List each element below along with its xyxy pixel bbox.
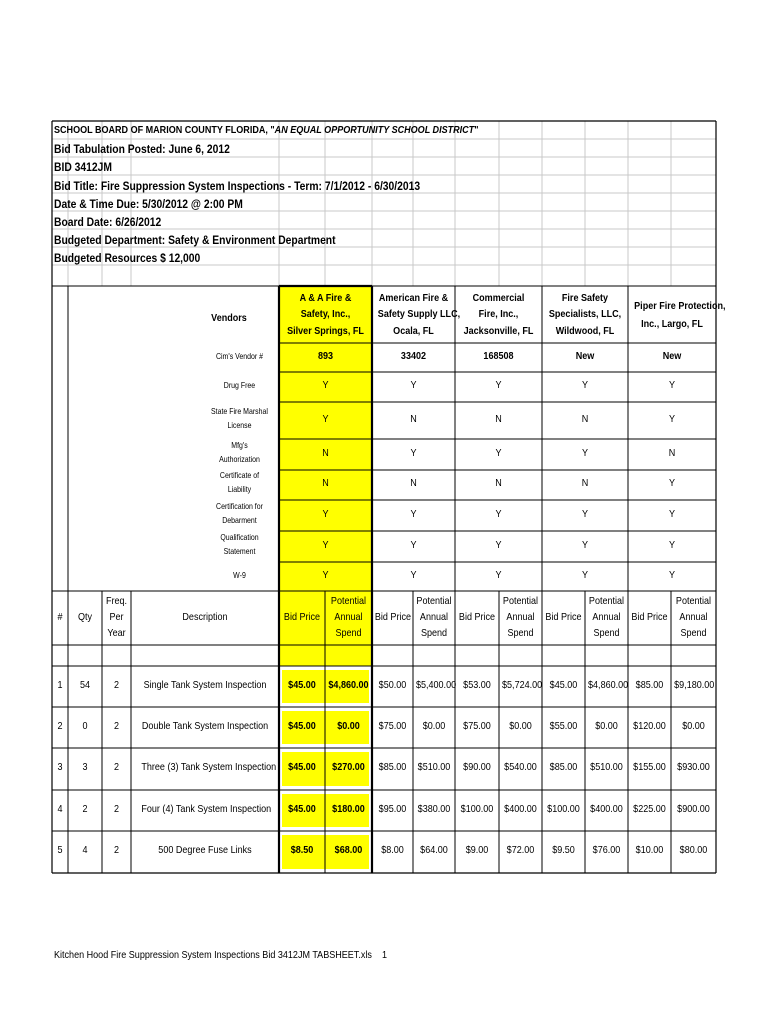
criteria-value: Y xyxy=(668,379,676,391)
item-price: $9.00 xyxy=(465,844,489,856)
item-description: 500 Degree Fuse Links xyxy=(158,844,252,856)
col-header-freq: Freq. xyxy=(105,595,128,607)
criteria-value: Y xyxy=(581,568,589,581)
criteria-label: Qualification xyxy=(220,531,259,542)
item-price: $85.00 xyxy=(378,761,407,773)
criteria-value: Y xyxy=(322,538,329,551)
item-description: Double Tank System Inspection xyxy=(141,719,269,732)
item-price: $270.00 xyxy=(332,761,365,773)
col-header-bid-price: Bid Price xyxy=(374,611,412,623)
vendor-name-3: Jacksonville, FL xyxy=(463,325,534,337)
criteria-value: N xyxy=(322,446,329,459)
item-price: $8.50 xyxy=(290,844,314,856)
criteria-label-2: License xyxy=(227,419,252,430)
col-header-annual: Annual xyxy=(679,611,708,623)
vendor-name-1: Silver Springs, FL xyxy=(287,325,364,337)
criteria-value: Y xyxy=(668,538,676,551)
item-price: $180.00 xyxy=(332,802,365,815)
col-header-potential: Potential xyxy=(502,595,539,607)
col-header-bid-price: Bid Price xyxy=(631,611,668,623)
item-number: 2 xyxy=(57,719,63,732)
item-description: Four (4) Tank System Inspection xyxy=(141,802,272,815)
criteria-value: Y xyxy=(495,446,502,459)
col-header-annual: Annual xyxy=(419,611,449,623)
item-price: $100.00 xyxy=(547,802,580,815)
footer-page-number: 1 xyxy=(382,949,388,961)
vendor-name-4: Specialists, LLC, xyxy=(548,308,622,320)
criteria-value: Y xyxy=(322,412,329,425)
criteria-value: Y xyxy=(322,507,329,520)
criteria-value: New xyxy=(662,349,682,362)
col-header-spend: Spend xyxy=(420,627,448,639)
item-price: $45.00 xyxy=(288,761,316,773)
col-header-potential: Potential xyxy=(675,595,712,607)
item-price: $510.00 xyxy=(590,761,623,773)
criteria-value: 168508 xyxy=(483,349,514,362)
criteria-value: Y xyxy=(581,446,589,459)
criteria-label-2: Debarment xyxy=(222,514,257,525)
item-number: 5 xyxy=(57,844,63,856)
criteria-label: Cim's Vendor # xyxy=(215,350,264,361)
item-price: $95.00 xyxy=(378,802,407,815)
col-header-freq-3: Year xyxy=(107,627,126,639)
item-price: $85.00 xyxy=(635,678,664,691)
item-price: $0.00 xyxy=(422,719,446,732)
item-price: $0.00 xyxy=(682,719,705,732)
criteria-value: N xyxy=(581,412,589,425)
criteria-value: Y xyxy=(410,538,417,551)
item-price: $90.00 xyxy=(463,761,491,773)
col-header-bid-price: Bid Price xyxy=(545,611,582,623)
item-price: $540.00 xyxy=(504,761,537,773)
header-board: Board Date: 6/26/2012 xyxy=(54,215,162,229)
vendor-name-1: Safety, Inc., xyxy=(300,308,351,320)
col-header-qty: Qty xyxy=(77,611,93,623)
item-price: $400.00 xyxy=(504,802,537,815)
item-price: $76.00 xyxy=(592,844,621,856)
item-price: $8.00 xyxy=(381,844,404,856)
item-freq: 2 xyxy=(113,678,120,691)
criteria-value: N xyxy=(495,412,502,425)
col-header-freq-2: Per xyxy=(109,611,124,623)
item-price: $75.00 xyxy=(463,719,491,732)
vendor-name-2: American Fire & xyxy=(378,292,449,304)
item-price: $510.00 xyxy=(417,761,451,773)
item-price: $64.00 xyxy=(420,844,448,856)
criteria-value: Y xyxy=(495,568,502,581)
item-price: $9,180.00 xyxy=(674,678,715,691)
district-name: SCHOOL BOARD OF MARION COUNTY FLORIDA, " xyxy=(54,124,275,136)
criteria-value: Y xyxy=(410,507,417,520)
criteria-value: N xyxy=(410,477,417,489)
col-header-potential: Potential xyxy=(588,595,625,607)
criteria-label: Certificate of xyxy=(219,470,260,480)
vendors-label: Vendors xyxy=(211,312,247,324)
item-qty: 0 xyxy=(82,719,88,732)
criteria-value: 33402 xyxy=(400,349,427,362)
item-price: $4,860.00 xyxy=(588,678,629,691)
district-motto: AN EQUAL OPPORTUNITY SCHOOL DISTRICT xyxy=(274,124,475,136)
col-header-annual: Annual xyxy=(334,611,363,623)
criteria-label-2: Authorization xyxy=(219,453,260,464)
criteria-value: Y xyxy=(668,412,676,425)
header-title: Bid Title: Fire Suppression System Inspections - Term: 7/1/2012 - 6/30/2013 xyxy=(54,179,421,193)
footer-filename: Kitchen Hood Fire Suppression System Inspections Bid 3412JM TABSHEET.xls xyxy=(54,949,372,961)
criteria-label: Drug Free xyxy=(223,380,256,390)
item-number: 4 xyxy=(57,802,63,815)
item-price: $75.00 xyxy=(378,719,407,732)
criteria-value: Y xyxy=(322,568,329,581)
criteria-label: W-9 xyxy=(233,569,246,580)
col-header-potential: Potential xyxy=(416,595,452,607)
item-number: 3 xyxy=(57,761,63,773)
col-header-spend: Spend xyxy=(680,627,707,639)
item-price: $100.00 xyxy=(460,802,494,815)
item-price: $5,724.00 xyxy=(502,678,543,691)
criteria-label: Mfg's xyxy=(231,439,248,450)
item-qty: 3 xyxy=(82,761,88,773)
vendor-name-2: Ocala, FL xyxy=(393,325,434,337)
col-header-bid-price: Bid Price xyxy=(283,611,321,623)
criteria-value: Y xyxy=(495,507,502,520)
criteria-value: Y xyxy=(495,538,502,551)
item-price: $120.00 xyxy=(633,719,666,732)
criteria-value: Y xyxy=(581,507,589,520)
vendor-name-3: Commercial xyxy=(472,292,525,304)
vendor-name-2: Safety Supply LLC, xyxy=(377,308,461,320)
vendor-name-5: Piper Fire Protection, xyxy=(634,300,726,312)
item-freq: 2 xyxy=(113,844,120,856)
item-price: $400.00 xyxy=(590,802,623,815)
criteria-value: N xyxy=(495,477,502,489)
item-freq: 2 xyxy=(113,761,120,773)
col-header-bid-price: Bid Price xyxy=(458,611,496,623)
item-price: $5,400.00 xyxy=(415,678,457,691)
header-dept: Budgeted Department: Safety & Environment Department xyxy=(54,233,336,247)
vendor-name-3: Fire, Inc., xyxy=(478,308,519,320)
criteria-value: Y xyxy=(581,538,589,551)
item-price: $50.00 xyxy=(378,678,407,691)
item-price: $45.00 xyxy=(288,678,316,691)
criteria-value: Y xyxy=(410,379,417,391)
criteria-label: Certification for xyxy=(216,500,263,511)
item-price: $380.00 xyxy=(417,802,451,815)
criteria-value: N xyxy=(581,477,589,489)
header-due: Date & Time Due: 5/30/2012 @ 2:00 PM xyxy=(54,197,243,211)
criteria-label-2: Statement xyxy=(223,545,256,556)
item-price: $0.00 xyxy=(509,719,532,732)
item-price: $0.00 xyxy=(337,719,360,732)
criteria-value: New xyxy=(575,349,595,362)
col-header-spend: Spend xyxy=(335,627,362,639)
criteria-value: N xyxy=(668,446,676,459)
item-price: $0.00 xyxy=(595,719,618,732)
vendor-name-5: Inc., Largo, FL xyxy=(641,318,703,330)
item-price: $4,860.00 xyxy=(328,678,369,691)
district-quote-close: " xyxy=(474,124,479,136)
header-bid: BID 3412JM xyxy=(54,160,112,174)
criteria-label-2: Liability xyxy=(227,484,252,494)
item-qty: 4 xyxy=(82,844,88,856)
header-resources: Budgeted Resources $ 12,000 xyxy=(54,251,201,265)
criteria-label: State Fire Marshal xyxy=(211,405,268,416)
district-heading xyxy=(54,124,478,136)
criteria-value: Y xyxy=(495,379,502,391)
col-header-annual: Annual xyxy=(592,611,621,623)
item-freq: 2 xyxy=(113,802,120,815)
vendor-name-4: Fire Safety xyxy=(561,292,609,304)
item-price: $68.00 xyxy=(334,844,363,856)
item-price: $9.50 xyxy=(552,844,575,856)
vendor-name-1: A & A Fire & xyxy=(299,292,352,304)
item-description: Three (3) Tank System Inspection xyxy=(141,761,277,773)
col-header-spend: Spend xyxy=(593,627,620,639)
header-posted: Bid Tabulation Posted: June 6, 2012 xyxy=(54,142,230,156)
item-freq: 2 xyxy=(113,719,120,732)
criteria-value: Y xyxy=(322,379,329,391)
item-price: $53.00 xyxy=(463,678,491,691)
criteria-value: Y xyxy=(668,477,676,489)
item-price: $10.00 xyxy=(635,844,664,856)
col-header-potential: Potential xyxy=(330,595,367,607)
item-price: $55.00 xyxy=(549,719,578,732)
criteria-value: N xyxy=(410,412,417,425)
item-price: $225.00 xyxy=(633,802,666,815)
vendor-name-4: Wildwood, FL xyxy=(555,325,615,337)
item-price: $85.00 xyxy=(549,761,578,773)
item-price: $155.00 xyxy=(633,761,666,773)
item-description: Single Tank System Inspection xyxy=(143,678,267,691)
col-header-description: Description xyxy=(182,611,228,623)
item-price: $72.00 xyxy=(506,844,535,856)
item-qty: 54 xyxy=(79,678,91,691)
col-header-number: # xyxy=(57,611,63,623)
col-header-annual: Annual xyxy=(506,611,535,623)
item-number: 1 xyxy=(57,678,63,691)
criteria-value: Y xyxy=(668,507,676,520)
item-price: $45.00 xyxy=(549,678,578,691)
col-header-spend: Spend xyxy=(507,627,534,639)
item-price: $45.00 xyxy=(288,802,316,815)
item-price: $45.00 xyxy=(288,719,316,732)
item-qty: 2 xyxy=(82,802,88,815)
criteria-value: N xyxy=(322,477,329,489)
criteria-value: Y xyxy=(668,568,676,581)
criteria-value: 893 xyxy=(317,349,334,362)
criteria-value: Y xyxy=(581,379,589,391)
item-price: $900.00 xyxy=(677,802,710,815)
item-price: $930.00 xyxy=(677,761,710,773)
item-price: $80.00 xyxy=(679,844,708,856)
criteria-value: Y xyxy=(410,568,417,581)
criteria-value: Y xyxy=(410,446,417,459)
